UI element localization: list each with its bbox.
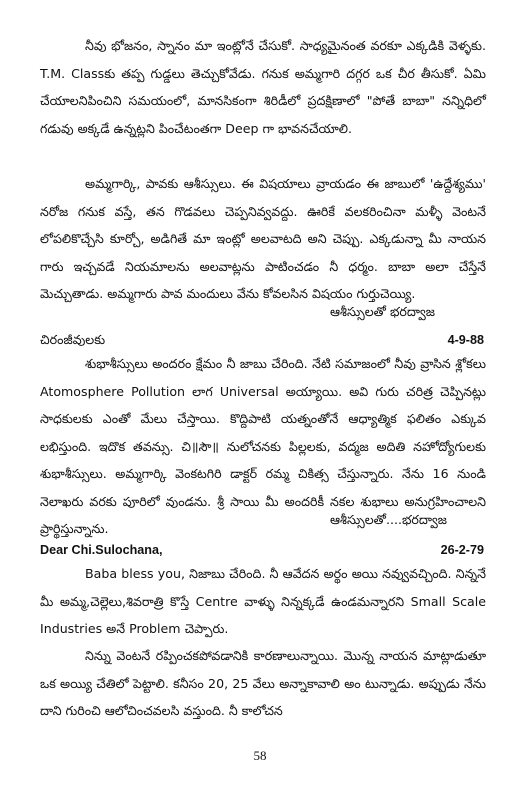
letter2-closing: ఆశీస్సులతో....భరద్వాజ <box>330 512 447 527</box>
letter3-salutation: Dear Chi.Sulochana, <box>40 543 163 557</box>
letter2-salutation: చిరంజీవులకు <box>40 333 106 347</box>
letter3-paragraph-1: Baba bless you, నిజాబు చేరింది. నీ ఆవేదన అర్థం అయి నవ్వువచ్చింది. నిన్ననే మీ అమ్మ,చెల్లెలు,శివరాత్రి కొస్తే Centre వాళ్ళు నిన్నక్కడే ఉండమన్నారని Small Scale Industries అనే Problem చెప్పారు. <box>40 566 486 636</box>
letter2-paragraph-1: శుభాశీస్సులు అందరం క్షేమం నీ జాబు చేరింది. నేటి సమాజంలో నీవు వ్రాసిన శ్లోకలు Atomosphere Pollution లాగ Universal అయ్యాయి. అవి గురు చరిత్ర చెప్పినట్లు సాధకులకు ఎంతో మేలు చేస్తాయి. కొద్దిపాటి యత్నంతోనే ఆధ్యాత్మిక ఫలితం ఎక్కువ లభిస్తుంది. ఇదొక తవన్సు. చి॥సౌ॥ నులోచనకు పిల్లలకు, వద్మజ అదితి నహోద్యోగులకు శుభాశీస్సులు. అమ్మగార్కి వెంకటగిరి డాక్టర్ రమ్మ చికిత్స చేస్తున్నారు. నేను 16 నుండి నెలాఖరు వరకు పూరిలో వుండను. శ్రీ సాయి మీ అందరికీ నకల శుభాలు అనుగ్రహించాలని ప్రార్థిస్తున్నాను. <box>40 356 486 536</box>
letter3-paragraph-2: నిన్ను వెంటనే రప్పించకపోవడానికి కారణాలున్నాయి. మొన్న నాయన మాట్లాడుతూ ఒక అయ్యి చేతిలో పెట్టాలి. కనీసం 20, 25 వేలు అన్నాకావాలి అం టున్నాడు. అప్పుడు నేను దాని గురించి ఆలోచించవలసి వస్తుంది. నీ కాలోచన <box>40 648 486 718</box>
letter1-paragraph-2: అమ్మగార్కి, పావకు ఆశీస్సులు. ఈ విషయాలు వ్రాయడం ఈ జాబులో 'ఉద్దేశ్యము' నరోజ గనుక వస్తే, తన గొడవలు చెప్పనివ్వవద్దు. ఊరికే వలకరించినా మళ్ళీ వెంటనే లోపలికొచ్చేసి కూర్చో, అడిగితే మా ఇంట్లో అలవాటది అని చెప్పు. ఎక్కడున్నా మీ నాయన గారు ఇచ్చవడే నియమాలను అలవాట్లను పాటించడం నీ ధర్మం. బాబా అలా చేస్తేనే మెచ్చుతాడు. అమ్మగారు పావ మందులు వేను కోవలసిన విషయం గుర్తుచెయ్యి. <box>40 176 486 301</box>
letter1-paragraph-1: నీవు భోజనం, స్నానం మా ఇంట్లోనే చేసుకో. సాధ్యమైనంత వరకూ ఎక్కడికి వెళ్ళకు. T.M. Classకు తప్ప గుడ్డలు తెచ్చుకోవేడు. గనుక అమ్మగారి దగ్గర ఒక చీర తీసుకో. ఏమి చేయాలనిపించిని సమయంలో, మానసికంగా శిరిడీలో ప్రదక్షిణాలో "పోతే బాబా" నన్నిధిలో గడువు అక్కడే ఉన్నట్లని పించేటంతగా Deep గా భావనచేయాలి. <box>40 38 486 136</box>
letter1-closing: ఆశీస్సులతో భరద్వాజ <box>330 304 435 319</box>
letter2-date: 4-9-88 <box>447 333 484 347</box>
page-number: 58 <box>253 748 267 763</box>
letter3-date: 26-2-79 <box>440 543 484 557</box>
